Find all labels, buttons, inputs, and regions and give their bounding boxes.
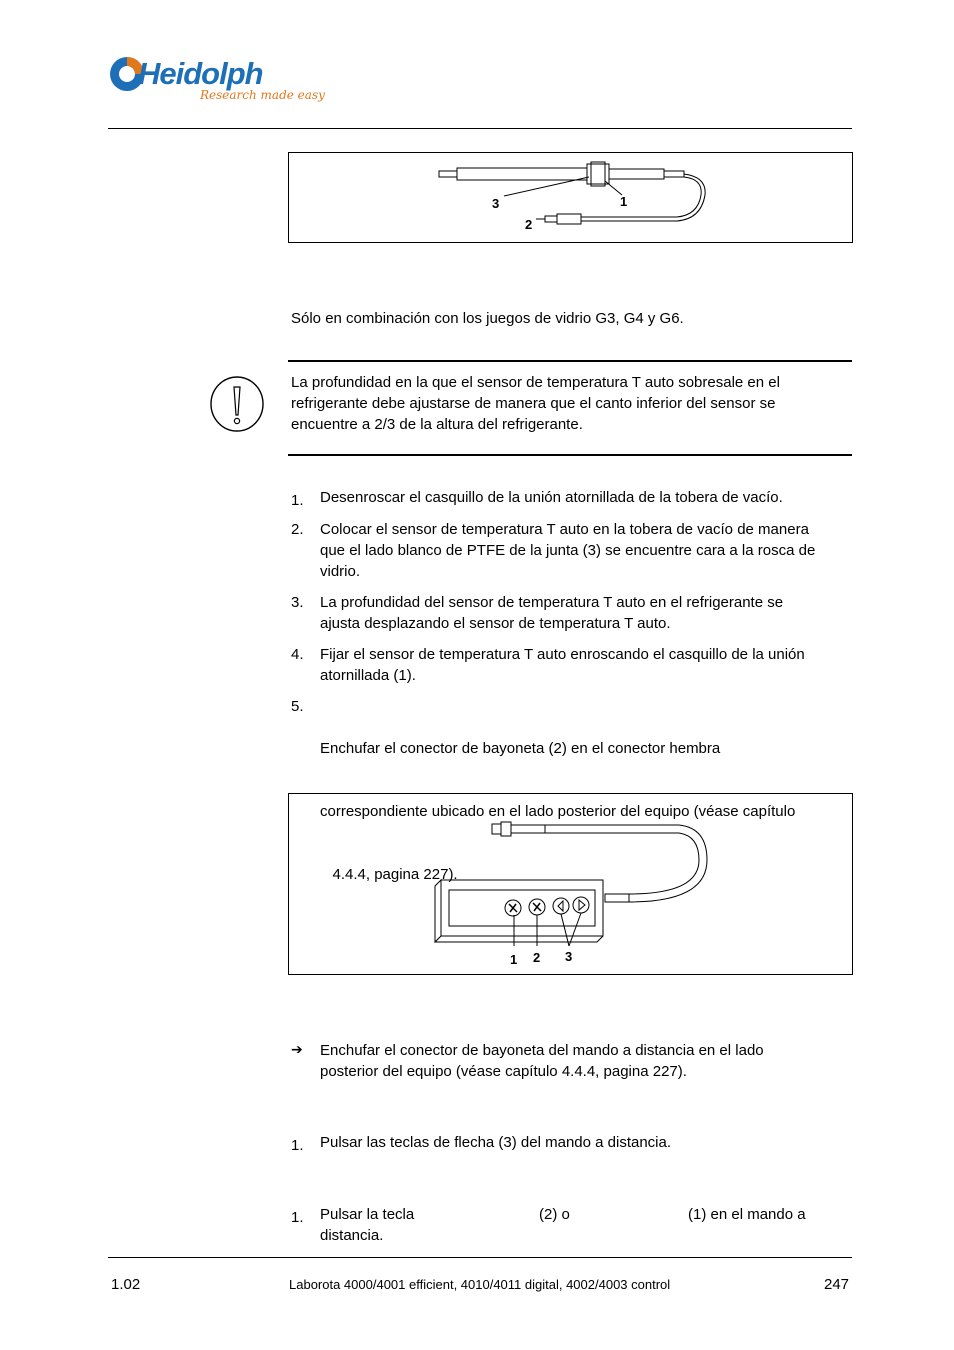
step-c-part1: Pulsar la tecla xyxy=(320,1206,415,1223)
callout-1: 1 xyxy=(620,194,628,209)
notice-bottom-rule xyxy=(288,454,852,456)
footer-title: Laborota 4000/4001 efficient, 4010/4011 digital, 4002/4003 control xyxy=(289,1277,671,1292)
step-text xyxy=(320,519,855,582)
step-number: 1. xyxy=(291,1137,304,1154)
arrow-item-line: Enchufar el conector de bayoneta del mando a distancia en el lado xyxy=(320,1042,764,1059)
notice-line-1: La profundidad en la que el sensor de temperatura T auto sobresale en el xyxy=(291,374,780,391)
step-c-part2: (2) o xyxy=(539,1206,570,1223)
step-line: atornillada (1). xyxy=(320,667,416,684)
step-line: Enchufar el conector de bayoneta (2) en el conector hembra xyxy=(320,740,721,757)
step-number: 5. xyxy=(291,698,304,715)
step-line: Desenroscar el casquillo de la unión atornillada de la tobera de vacío. xyxy=(320,489,783,506)
logo-wordmark: Heidolph xyxy=(138,56,263,91)
step-line: que el lado blanco de PTFE de la junta (3) se encuentre cara a la rosca de xyxy=(320,542,816,559)
arrow-item-text xyxy=(320,1040,855,1082)
arrow-right-icon: ➔ xyxy=(291,1042,303,1058)
step-line: ajusta desplazando el sensor de temperatura T auto. xyxy=(320,615,671,632)
step-line: La profundidad del sensor de temperatura T auto en el refrigerante se xyxy=(320,594,784,611)
exclamation-circle-icon xyxy=(208,375,268,438)
heidolph-logo xyxy=(108,50,338,116)
notice-top-rule xyxy=(288,360,852,362)
footer-rule xyxy=(108,1257,852,1258)
callout-3: 3 xyxy=(492,196,500,211)
step-text xyxy=(320,487,855,508)
step-text xyxy=(320,592,855,634)
notice-line-2: refrigerante debe ajustarse de manera que el canto inferior del sensor se xyxy=(291,395,776,412)
step-line: correspondiente ubicado en el lado posterior del equipo (véase capítulo xyxy=(320,803,796,820)
callout-3: 3 xyxy=(565,949,573,964)
step-line: vidrio. xyxy=(320,563,361,580)
figure-temperature-sensor xyxy=(288,152,853,243)
step-number: 4. xyxy=(291,646,304,663)
step-text xyxy=(320,644,855,686)
callout-1: 1 xyxy=(510,952,518,967)
step-line: Colocar el sensor de temperatura T auto en la tobera de vacío de manera xyxy=(320,521,809,538)
arrow-item-line: posterior del equipo (véase capítulo 4.4.4, pagina 227). xyxy=(320,1063,687,1080)
step-c-part3: (1) en el mando a xyxy=(688,1206,806,1223)
callout-2: 2 xyxy=(525,217,533,232)
step-line: 4.4.4, pagina 227). xyxy=(320,866,458,883)
remote-control-drawing xyxy=(289,794,852,974)
step-b-text: Pulsar las teclas de flecha (3) del mando a distancia. xyxy=(320,1134,672,1151)
step-line: Fijar el sensor de temperatura T auto enroscando el casquillo de la unión xyxy=(320,646,805,663)
footer-version: 1.02 xyxy=(111,1276,141,1293)
step-number: 1. xyxy=(291,492,304,509)
step-number: 2. xyxy=(291,521,304,538)
figure-remote-control xyxy=(288,793,853,975)
footer-page-number: 247 xyxy=(824,1276,850,1293)
intro-text: Sólo en combinación con los juegos de vidrio G3, G4 y G6. xyxy=(291,310,684,327)
step-c-line2: distancia. xyxy=(320,1227,384,1244)
notice-line-3: encuentre a 2/3 de la altura del refrigerante. xyxy=(291,416,583,433)
logo-tagline: Research made easy xyxy=(200,88,325,102)
header-rule xyxy=(108,128,852,129)
step-number: 3. xyxy=(291,594,304,611)
step-number: 1. xyxy=(291,1209,304,1226)
temperature-sensor-drawing xyxy=(289,153,852,242)
callout-2: 2 xyxy=(533,950,541,965)
